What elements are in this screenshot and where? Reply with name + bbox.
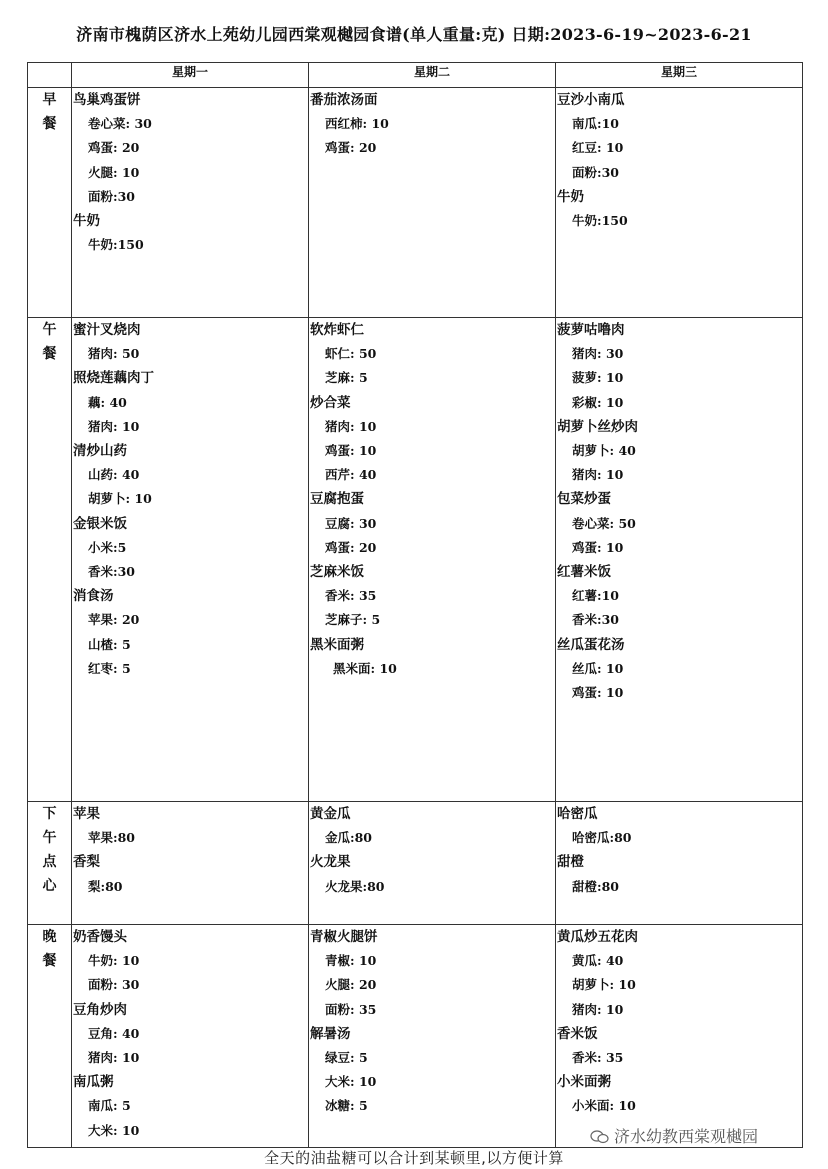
menu-cell xyxy=(72,802,309,925)
ingredient-item: 豆腐: 30 xyxy=(325,515,377,531)
meal-label-char: 点 xyxy=(42,854,57,870)
ingredient-item: 猪肉: 10 xyxy=(88,1050,140,1066)
dish-name: 菠萝咕噜肉 xyxy=(557,322,625,338)
dish-name: 甜橙 xyxy=(557,854,584,871)
dish-name: 香米饭 xyxy=(557,1025,598,1042)
day-header: 星期三 xyxy=(556,63,803,88)
dish-name: 消食汤 xyxy=(73,588,114,605)
dish-name: 小米面粥 xyxy=(557,1074,611,1091)
ingredient-item: 火龙果:80 xyxy=(325,878,385,894)
ingredient-item: 鸡蛋: 10 xyxy=(572,685,624,701)
meal-row xyxy=(28,802,803,925)
ingredient-item: 甜橙:80 xyxy=(572,878,620,894)
menu-cell xyxy=(309,925,556,1148)
ingredient-item: 面粉:30 xyxy=(88,188,136,204)
dish-name: 牛奶 xyxy=(73,213,100,230)
dish-name: 黄金瓜 xyxy=(310,806,351,822)
menu-cell xyxy=(309,802,556,925)
dish-name: 奶香馒头 xyxy=(73,929,127,945)
ingredient-item: 黄瓜: 40 xyxy=(572,953,624,969)
ingredient-item: 面粉:30 xyxy=(572,164,620,180)
ingredient-item: 牛奶: 10 xyxy=(88,953,140,969)
ingredient-item: 大米: 10 xyxy=(88,1122,140,1138)
meal-label-char: 心 xyxy=(42,878,57,894)
ingredient-item: 金瓜:80 xyxy=(325,830,373,846)
ingredient-item: 火腿: 20 xyxy=(325,977,377,993)
ingredient-item: 香米: 35 xyxy=(572,1050,624,1066)
dish-name: 软炸虾仁 xyxy=(310,322,364,338)
meal-label xyxy=(28,88,72,318)
meal-row xyxy=(28,318,803,802)
meal-label-char: 晚 xyxy=(42,929,57,945)
ingredient-item: 红枣: 5 xyxy=(88,660,131,676)
menu-table xyxy=(27,62,803,1148)
meal-label-char: 餐 xyxy=(42,346,57,362)
dish-name: 香梨 xyxy=(73,854,100,871)
dish-name: 黄瓜炒五花肉 xyxy=(557,929,638,945)
ingredient-item: 面粉: 35 xyxy=(325,1001,377,1017)
ingredient-item: 小米面: 10 xyxy=(572,1098,636,1114)
dish-name: 解暑汤 xyxy=(310,1025,351,1042)
meal-label-char: 餐 xyxy=(42,116,57,132)
ingredient-item: 红豆: 10 xyxy=(572,140,624,156)
watermark-text: 济水幼教西棠观樾园 xyxy=(614,1127,759,1146)
ingredient-item: 牛奶:150 xyxy=(572,213,628,229)
ingredient-item: 梨:80 xyxy=(88,878,123,894)
corner-cell xyxy=(28,63,72,88)
ingredient-item: 鸡蛋: 10 xyxy=(572,539,624,555)
meal-label-char: 午 xyxy=(42,322,57,338)
menu-cell xyxy=(309,88,556,318)
dish-name: 包菜炒蛋 xyxy=(557,491,611,508)
ingredient-item: 芝麻: 5 xyxy=(325,370,368,386)
ingredient-item: 猪肉: 30 xyxy=(572,346,624,362)
ingredient-item: 胡萝卜: 10 xyxy=(572,977,636,993)
dish-name: 丝瓜蛋花汤 xyxy=(557,636,625,653)
meal-row xyxy=(28,88,803,318)
dish-name: 苹果 xyxy=(73,806,100,822)
ingredient-item: 豆角: 40 xyxy=(88,1025,140,1041)
menu-cell xyxy=(556,88,803,318)
dish-name: 火龙果 xyxy=(310,854,351,871)
page-title: 济南市槐荫区济水上苑幼儿园西棠观樾园食谱(单人重量:克) 日期:2023-6-19~2023-6-21 xyxy=(76,25,752,44)
ingredient-item: 红薯:10 xyxy=(572,588,620,604)
wechat-icon xyxy=(590,1130,610,1144)
ingredient-item: 小米:5 xyxy=(88,539,127,555)
ingredient-item: 芝麻子: 5 xyxy=(325,612,381,628)
menu-cell xyxy=(72,318,309,802)
ingredient-item: 虾仁: 50 xyxy=(325,346,377,362)
ingredient-item: 胡萝卜: 10 xyxy=(88,491,152,507)
dish-name: 牛奶 xyxy=(557,188,584,205)
ingredient-item: 南瓜:10 xyxy=(572,116,620,132)
ingredient-item: 黑米面: 10 xyxy=(333,660,397,676)
ingredient-item: 苹果: 20 xyxy=(88,612,140,628)
ingredient-item: 苹果:80 xyxy=(88,830,136,846)
dish-name: 金银米饭 xyxy=(73,515,127,532)
menu-cell xyxy=(556,318,803,802)
menu-cell xyxy=(556,802,803,925)
dish-name: 炒合菜 xyxy=(310,394,351,411)
ingredient-item: 香米:30 xyxy=(88,564,136,580)
meal-label-char: 早 xyxy=(42,92,57,108)
dish-name: 豆沙小南瓜 xyxy=(557,92,625,108)
ingredient-item: 丝瓜: 10 xyxy=(572,660,624,676)
ingredient-item: 南瓜: 5 xyxy=(88,1098,131,1114)
ingredient-item: 猪肉: 10 xyxy=(572,1001,624,1017)
day-header: 星期二 xyxy=(309,63,556,88)
ingredient-item: 牛奶:150 xyxy=(88,237,144,253)
dish-name: 番茄浓汤面 xyxy=(310,92,378,108)
menu-cell xyxy=(72,925,309,1148)
dish-name: 鸟巢鸡蛋饼 xyxy=(73,92,141,108)
ingredient-item: 冰糖: 5 xyxy=(325,1098,368,1114)
ingredient-item: 鸡蛋: 20 xyxy=(325,539,377,555)
ingredient-item: 大米: 10 xyxy=(325,1074,377,1090)
ingredient-item: 卷心菜: 50 xyxy=(572,515,636,531)
dish-name: 青椒火腿饼 xyxy=(310,929,378,945)
dish-name: 芝麻米饭 xyxy=(310,564,364,581)
menu-cell xyxy=(309,318,556,802)
ingredient-item: 西芹: 40 xyxy=(325,467,377,483)
meal-label-char: 午 xyxy=(42,830,57,846)
dish-name: 豆腐抱蛋 xyxy=(310,491,364,508)
menu-cell xyxy=(72,88,309,318)
ingredient-item: 菠萝: 10 xyxy=(572,370,624,386)
ingredient-item: 绿豆: 5 xyxy=(325,1050,368,1066)
day-header: 星期一 xyxy=(72,63,309,88)
ingredient-item: 青椒: 10 xyxy=(325,953,377,969)
ingredient-item: 山楂: 5 xyxy=(88,636,131,652)
header-row xyxy=(28,63,803,88)
ingredient-item: 彩椒: 10 xyxy=(572,394,624,410)
meal-label xyxy=(28,318,72,802)
ingredient-item: 山药: 40 xyxy=(88,467,140,483)
dish-name: 黑米面粥 xyxy=(310,636,364,653)
ingredient-item: 香米:30 xyxy=(572,612,620,628)
ingredient-item: 卷心菜: 30 xyxy=(88,116,152,132)
ingredient-item: 猪肉: 10 xyxy=(325,418,377,434)
footer-note: 全天的油盐糖可以合计到某顿里,以方便计算 xyxy=(264,1149,564,1167)
meal-label-char: 下 xyxy=(42,806,57,822)
watermark xyxy=(590,1124,758,1147)
ingredient-item: 猪肉: 10 xyxy=(88,418,140,434)
ingredient-item: 西红柿: 10 xyxy=(325,116,389,132)
dish-name: 照烧莲藕肉丁 xyxy=(73,370,154,387)
meal-label-char: 餐 xyxy=(42,953,57,969)
ingredient-item: 鸡蛋: 20 xyxy=(88,140,140,156)
dish-name: 红薯米饭 xyxy=(557,564,611,581)
meal-label xyxy=(28,802,72,925)
ingredient-item: 哈密瓜:80 xyxy=(572,830,632,846)
ingredient-item: 藕: 40 xyxy=(88,394,127,410)
dish-name: 胡萝卜丝炒肉 xyxy=(557,418,638,435)
dish-name: 清炒山药 xyxy=(73,443,127,460)
meal-row xyxy=(28,925,803,1148)
ingredient-item: 火腿: 10 xyxy=(88,164,140,180)
meal-label xyxy=(28,925,72,1148)
dish-name: 蜜汁叉烧肉 xyxy=(73,322,141,338)
ingredient-item: 胡萝卜: 40 xyxy=(572,443,636,459)
dish-name: 哈密瓜 xyxy=(557,806,598,822)
dish-name: 豆角炒肉 xyxy=(73,1001,127,1018)
ingredient-item: 鸡蛋: 10 xyxy=(325,443,377,459)
ingredient-item: 面粉: 30 xyxy=(88,977,140,993)
ingredient-item: 香米: 35 xyxy=(325,588,377,604)
ingredient-item: 猪肉: 10 xyxy=(572,467,624,483)
menu-cell xyxy=(556,925,803,1148)
ingredient-item: 猪肉: 50 xyxy=(88,346,140,362)
ingredient-item: 鸡蛋: 20 xyxy=(325,140,377,156)
dish-name: 南瓜粥 xyxy=(73,1074,114,1091)
